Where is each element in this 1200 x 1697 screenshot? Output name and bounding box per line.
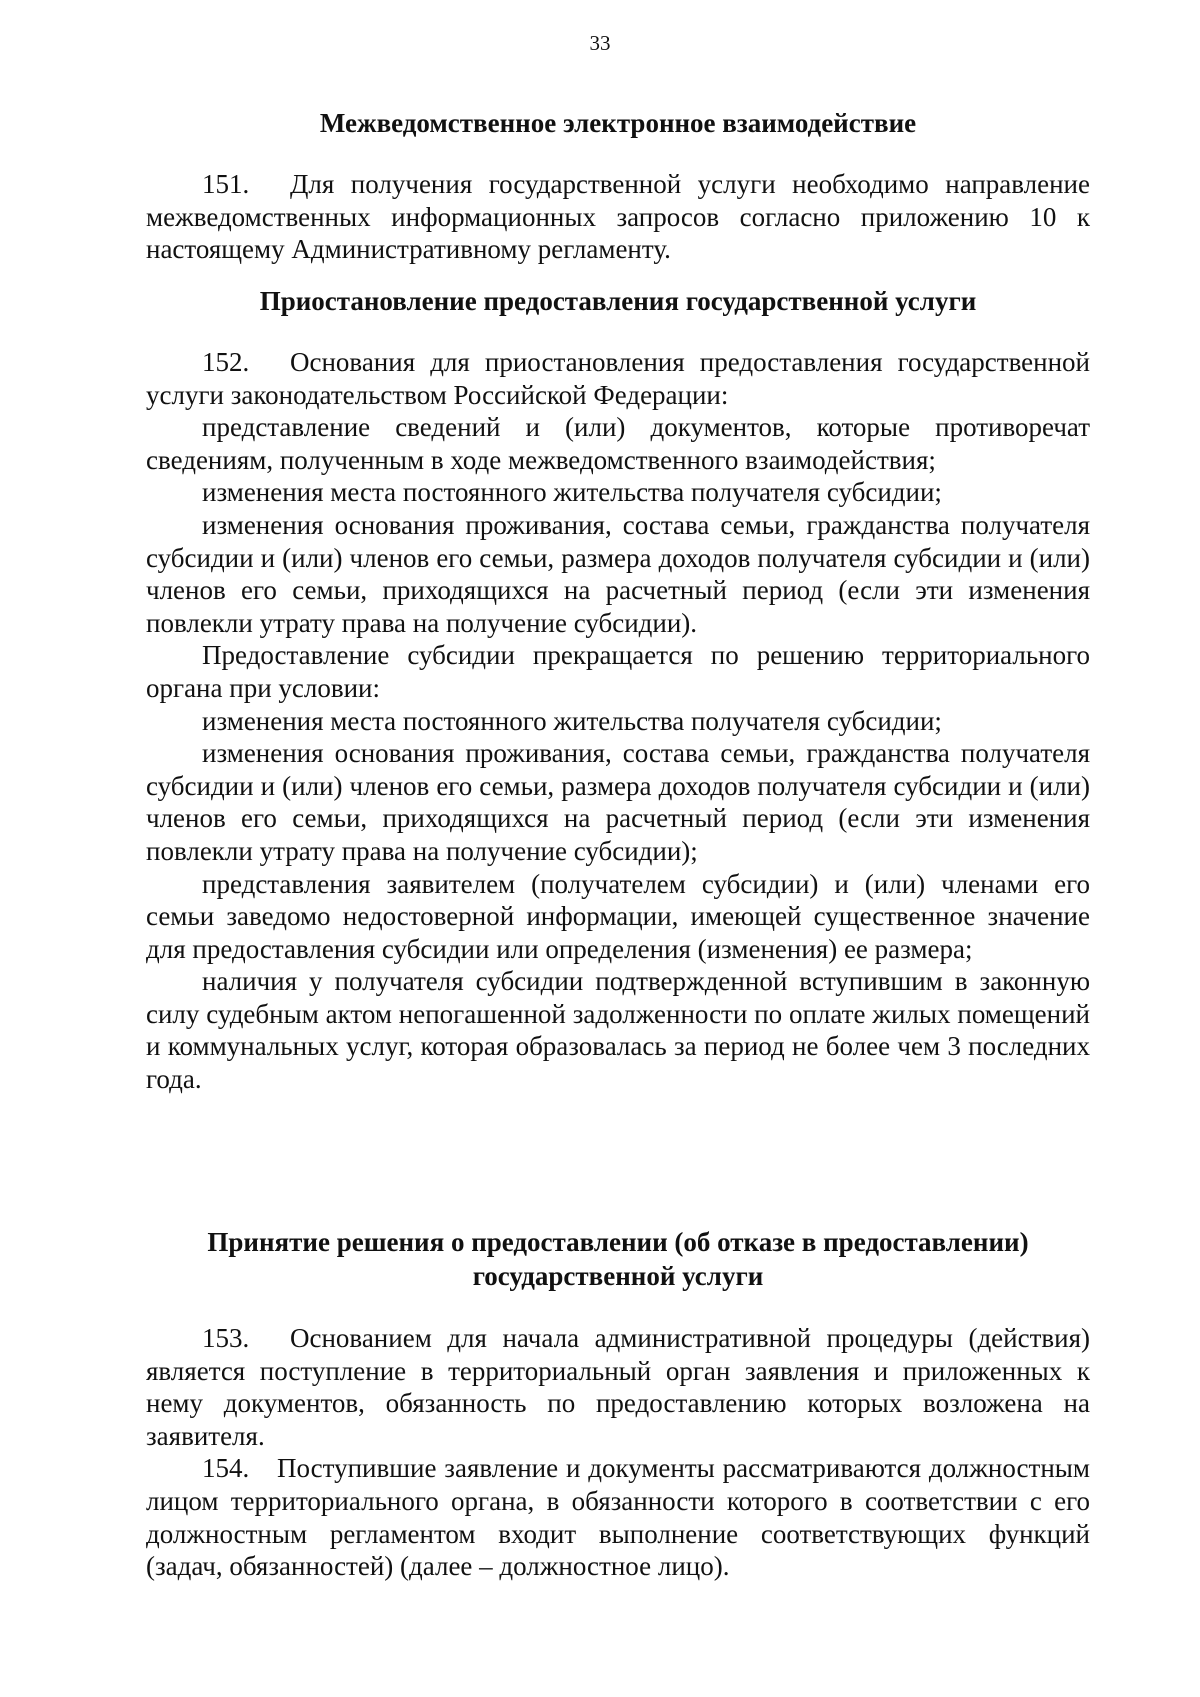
paragraph: изменения основания проживания, состава семьи, гражданства получателя субсидии и (или) членов его семьи, размера доходов получателя субсидии и (или) членов его семьи, приходящихся на расчетный период (если эти изменения повлекли утрату права на получение субсидии);	[146, 738, 1090, 866]
paragraph-text: Основания для приостановления предоставления государственной услуги законодательством Российской Федерации:	[146, 347, 1090, 410]
paragraph-152	[146, 346, 1090, 411]
heading-line: Приостановление предоставления государственной услуги	[259, 286, 977, 316]
paragraph-text: Для получения государственной услуги необходимо направление межведомственных информационных запросов согласно приложению 10 к настоящему Административному регламенту.	[146, 169, 1090, 265]
section-body-interagency	[146, 168, 1090, 266]
paragraph-number: 154.	[202, 1453, 250, 1484]
section-heading-decision	[146, 1225, 1090, 1293]
paragraph-text: Поступившие заявление и документы рассматриваются должностным лицом территориального органа, в обязанности которого в соответствии с его должностным регламентом входит выполнение соответствующих функций (задач, обязанностей) (далее – должностное лицо).	[146, 1453, 1090, 1582]
heading-line: Принятие решения о предоставлении (об отказе в предоставлении)	[207, 1227, 1029, 1257]
paragraph: наличия у получателя субсидии подтвержденной вступившим в законную силу судебным актом непогашенной задолженности по оплате жилых помещений и коммунальных услуг, которая образовалась за период не более чем 3 последних года.	[146, 966, 1090, 1095]
paragraph-number: 153.	[202, 1323, 250, 1353]
paragraph-153	[146, 1322, 1090, 1452]
section-body-suspension	[146, 346, 1090, 1096]
paragraph: изменения места постоянного жительства получателя субсидии;	[202, 477, 942, 508]
section-body-decision	[146, 1322, 1090, 1583]
paragraph-151	[146, 168, 1090, 266]
paragraph: изменения основания проживания, состава семьи, гражданства получателя субсидии и (или) членов его семьи, размера доходов получателя субсидии и (или) членов его семьи, приходящихся на расчетный период (если эти изменения повлекли утрату права на получение субсидии).	[146, 509, 1090, 638]
paragraph: изменения места постоянного жительства получателя субсидии;	[202, 705, 942, 736]
paragraph-number: 152.	[202, 347, 250, 377]
heading-line: государственной услуги	[472, 1261, 764, 1291]
section-heading-suspension	[146, 284, 1090, 318]
paragraph-text: Основанием для начала административной процедуры (действия) является поступление в территориальный орган заявления и приложенных к нему документов, обязанность по предоставлению которых возложена на заявителя.	[146, 1323, 1090, 1451]
paragraph-number: 151.	[202, 169, 250, 199]
heading-line: Межведомственное электронное взаимодействие	[319, 108, 917, 138]
page-number: 33	[589, 31, 611, 55]
paragraph-154	[146, 1452, 1090, 1582]
section-heading-interagency	[146, 106, 1090, 140]
paragraph: представление сведений и (или) документов, которые противоречат сведениям, полученным в ходе межведомственного взаимодействия;	[146, 412, 1090, 475]
paragraph: представления заявителем (получателем субсидии) и (или) членами его семьи заведомо недостоверной информации, имеющей существенное значение для предоставления субсидии или определения (изменения) ее размера;	[146, 868, 1090, 964]
paragraph: Предоставление субсидии прекращается по решению территориального органа при условии:	[146, 640, 1090, 703]
